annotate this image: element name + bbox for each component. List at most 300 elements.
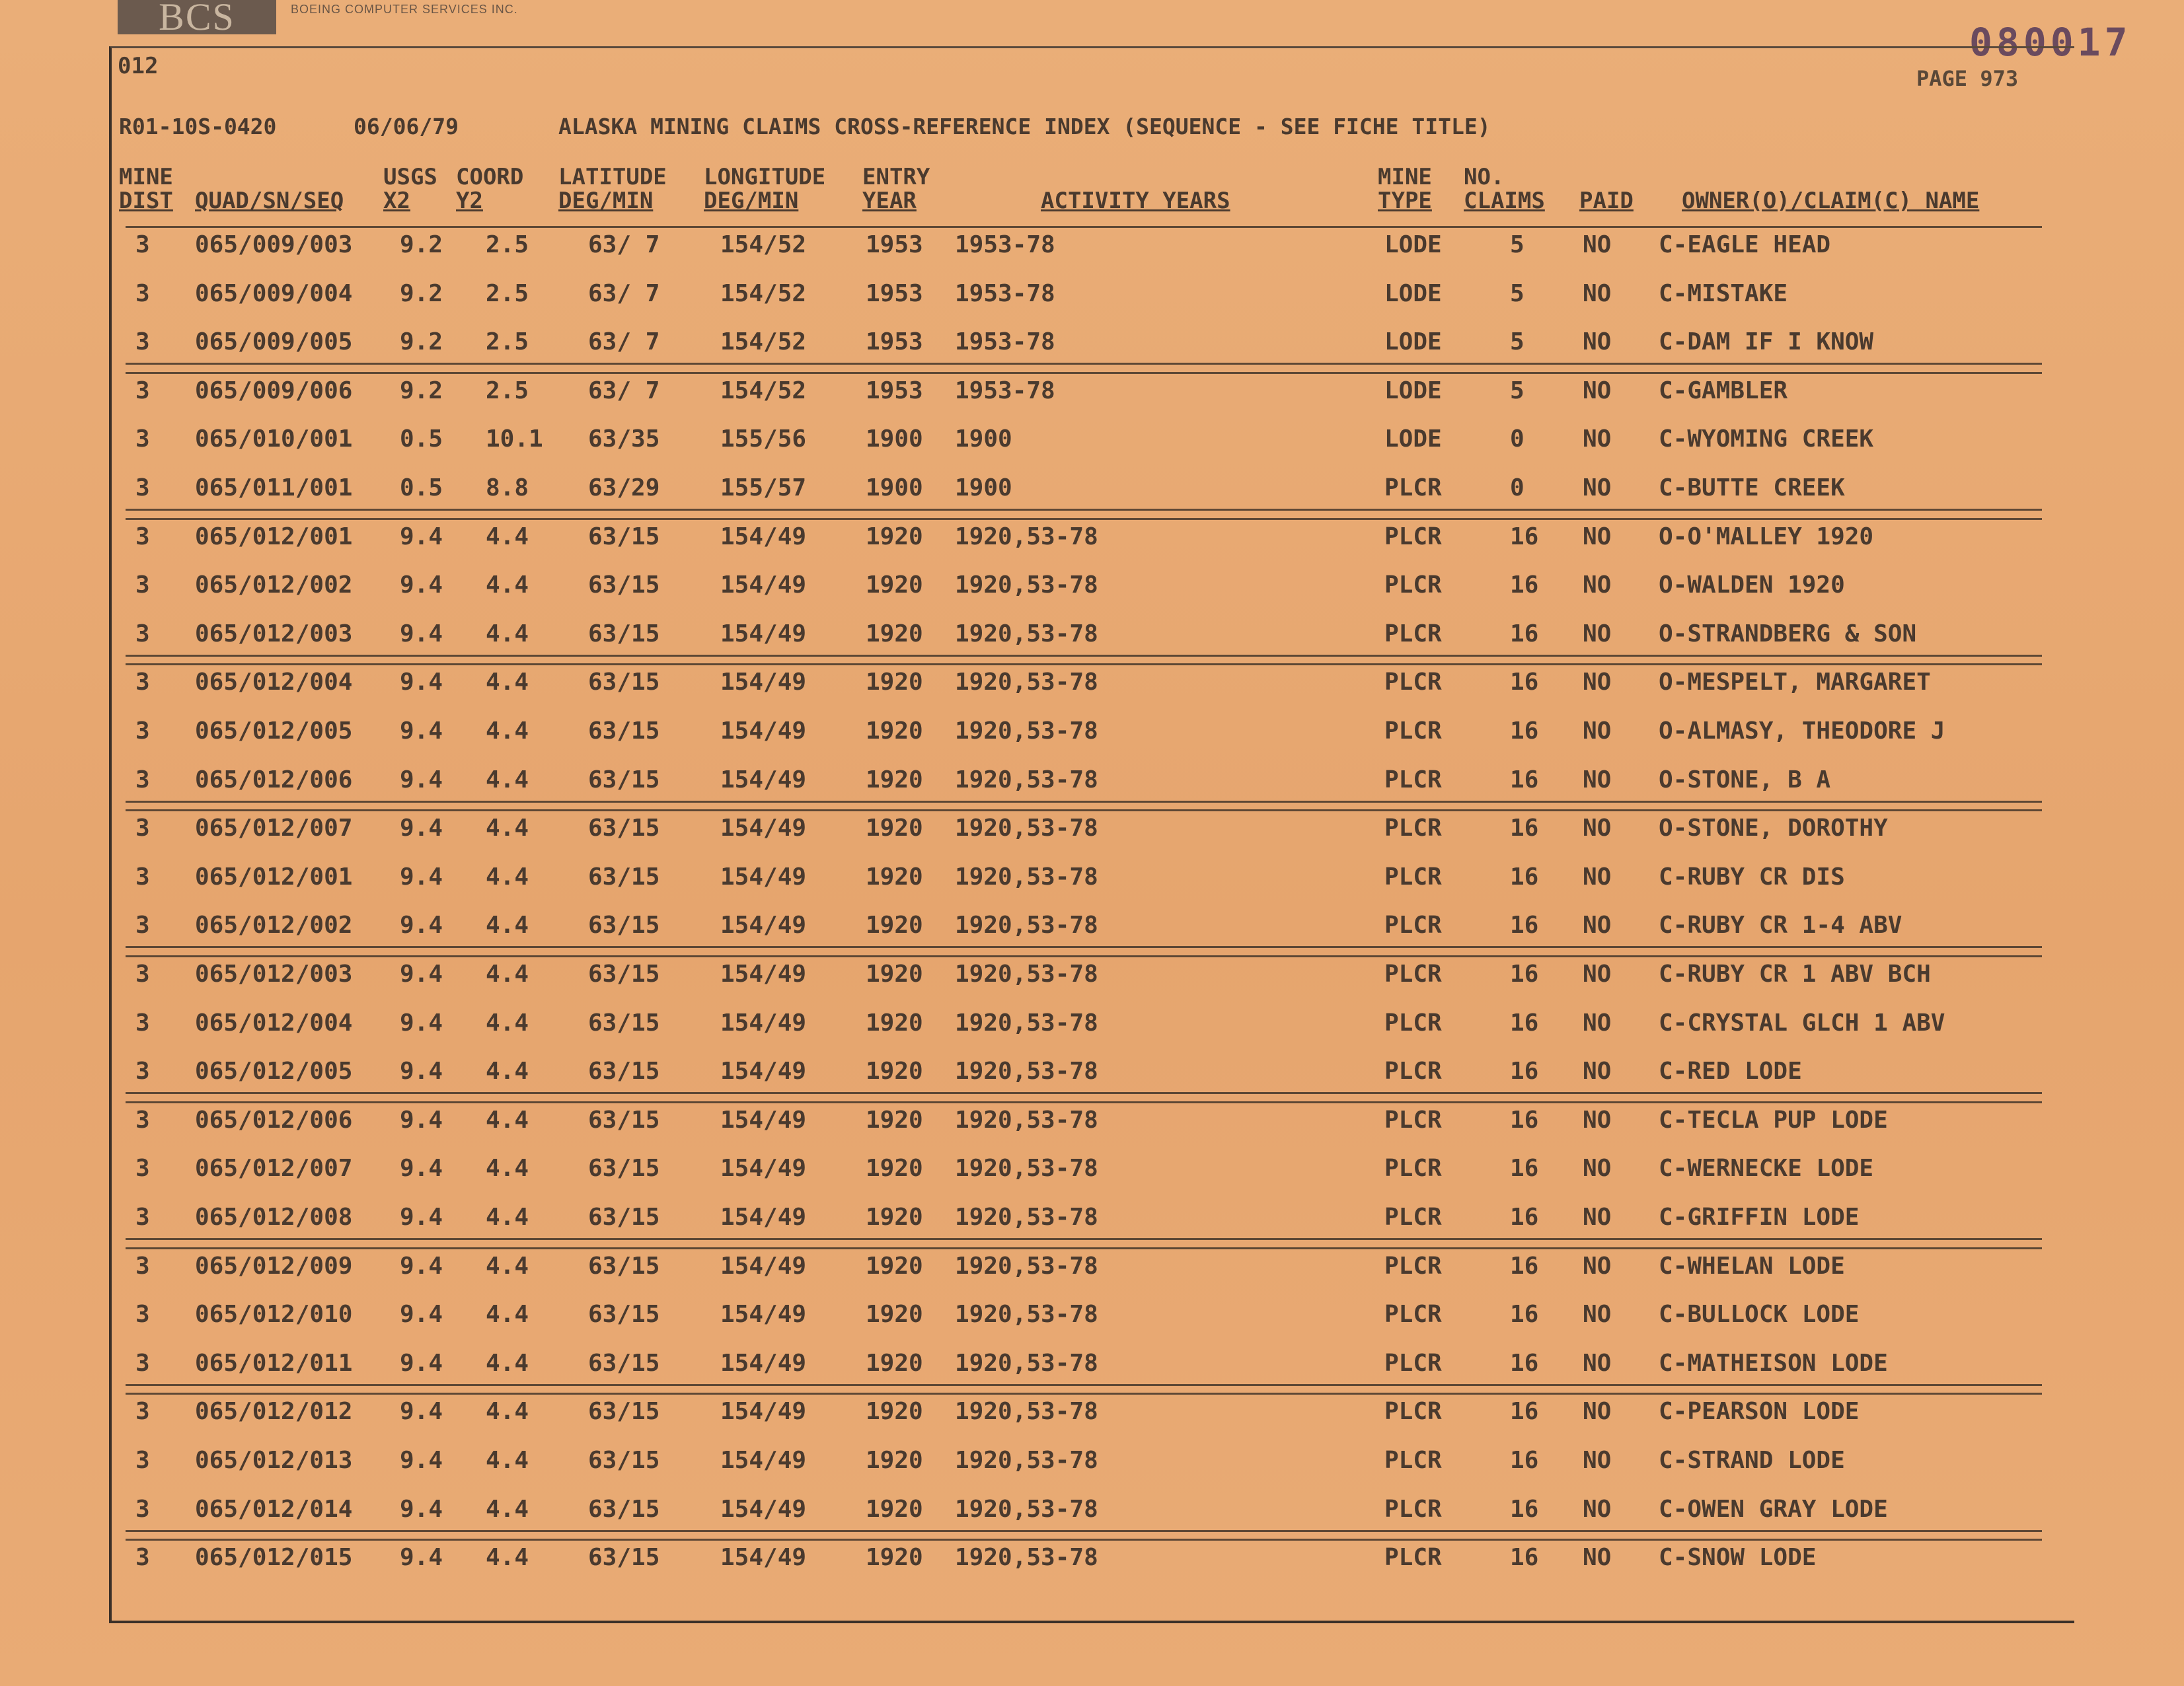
- cell-claims: 16: [1510, 1204, 1539, 1231]
- cell-x: 9.2: [400, 377, 443, 404]
- cell-quad: 065/012/009: [195, 1253, 353, 1280]
- cell-lon: 154/49: [720, 571, 807, 599]
- cell-y: 4.4: [486, 1253, 529, 1280]
- cell-entry: 1920: [866, 815, 923, 842]
- cell-entry: 1920: [866, 1107, 923, 1134]
- cell-quad: 065/009/006: [195, 377, 353, 404]
- report-title-line: [119, 114, 1639, 143]
- cell-type: PLCR: [1384, 766, 1442, 793]
- cell-claims: 5: [1510, 231, 1525, 258]
- cell-paid: NO: [1583, 961, 1612, 988]
- cell-name: C-MATHEISON LODE: [1659, 1350, 1888, 1377]
- cell-activity: 1920,53-78: [955, 1009, 1098, 1037]
- header-mine_dist-1: MINE: [119, 164, 173, 190]
- cell-lon: 154/49: [720, 1398, 807, 1425]
- table-row: [0, 1350, 2184, 1389]
- cell-type: PLCR: [1384, 1107, 1442, 1134]
- cell-activity: 1920,53-78: [955, 766, 1098, 793]
- cell-quad: 065/012/010: [195, 1301, 353, 1328]
- cell-claims: 0: [1510, 425, 1525, 453]
- cell-y: 4.4: [486, 1107, 529, 1134]
- cell-name: O-STONE, B A: [1659, 766, 1831, 793]
- cell-lon: 154/52: [720, 231, 807, 258]
- cell-quad: 065/012/003: [195, 961, 353, 988]
- cell-entry: 1953: [866, 328, 923, 355]
- header-usgs_y-1: COORD: [456, 164, 524, 190]
- cell-dist: 3: [135, 1301, 150, 1328]
- table-row: [0, 1155, 2184, 1194]
- cell-y: 2.5: [486, 280, 529, 307]
- cell-type: PLCR: [1384, 1496, 1442, 1523]
- cell-type: PLCR: [1384, 1350, 1442, 1377]
- cell-name: C-SNOW LODE: [1659, 1544, 1817, 1571]
- cell-x: 9.4: [400, 1544, 443, 1571]
- cell-paid: NO: [1583, 474, 1612, 501]
- cell-activity: 1920,53-78: [955, 1301, 1098, 1328]
- cell-entry: 1920: [866, 1155, 923, 1182]
- cell-entry: 1953: [866, 231, 923, 258]
- cell-paid: NO: [1583, 1447, 1612, 1474]
- cell-name: C-RUBY CR 1 ABV BCH: [1659, 961, 1931, 988]
- cell-y: 2.5: [486, 377, 529, 404]
- cell-claims: 16: [1510, 1398, 1539, 1425]
- cell-dist: 3: [135, 1544, 150, 1571]
- cell-x: 9.4: [400, 1447, 443, 1474]
- cell-activity: 1953-78: [955, 328, 1055, 355]
- row-separator: [126, 1092, 2042, 1094]
- cell-lat: 63/15: [588, 1496, 660, 1523]
- cell-activity: 1920,53-78: [955, 863, 1098, 891]
- cell-paid: NO: [1583, 1107, 1612, 1134]
- cell-entry: 1953: [866, 280, 923, 307]
- cell-x: 0.5: [400, 474, 443, 501]
- cell-activity: 1920,53-78: [955, 1155, 1098, 1182]
- cell-paid: NO: [1583, 863, 1612, 891]
- cell-quad: 065/012/008: [195, 1204, 353, 1231]
- cell-quad: 065/012/011: [195, 1350, 353, 1377]
- cell-name: C-DAM IF I KNOW: [1659, 328, 1874, 355]
- cell-entry: 1920: [866, 1447, 923, 1474]
- cell-quad: 065/012/015: [195, 1544, 353, 1571]
- cell-type: PLCR: [1384, 815, 1442, 842]
- cell-activity: 1953-78: [955, 280, 1055, 307]
- cell-name: O-WALDEN 1920: [1659, 571, 1845, 599]
- row-separator: [126, 655, 2042, 657]
- header-usgs_x-1: USGS: [383, 164, 437, 190]
- cell-x: 9.4: [400, 1155, 443, 1182]
- cell-activity: 1920,53-78: [955, 1204, 1098, 1231]
- cell-entry: 1920: [866, 1009, 923, 1037]
- cell-name: O-STONE, DOROTHY: [1659, 815, 1888, 842]
- cell-paid: NO: [1583, 377, 1612, 404]
- cell-lat: 63/15: [588, 1398, 660, 1425]
- cell-type: PLCR: [1384, 863, 1442, 891]
- cell-activity: 1900: [955, 425, 1012, 453]
- cell-dist: 3: [135, 1107, 150, 1134]
- cell-lat: 63/15: [588, 1301, 660, 1328]
- table-row: [0, 766, 2184, 806]
- cell-quad: 065/009/005: [195, 328, 353, 355]
- table-row: [0, 425, 2184, 465]
- cell-paid: NO: [1583, 571, 1612, 599]
- cell-x: 9.4: [400, 1398, 443, 1425]
- cell-claims: 16: [1510, 1301, 1539, 1328]
- cell-paid: NO: [1583, 1398, 1612, 1425]
- cell-type: PLCR: [1384, 620, 1442, 647]
- cell-lon: 154/49: [720, 1253, 807, 1280]
- cell-quad: 065/012/007: [195, 1155, 353, 1182]
- cell-claims: 5: [1510, 280, 1525, 307]
- cell-lon: 154/49: [720, 766, 807, 793]
- cell-type: PLCR: [1384, 523, 1442, 550]
- cell-lon: 154/49: [720, 1107, 807, 1134]
- cell-paid: NO: [1583, 912, 1612, 939]
- cell-activity: 1920,53-78: [955, 571, 1098, 599]
- cell-y: 4.4: [486, 1447, 529, 1474]
- cell-activity: 1920,53-78: [955, 1058, 1098, 1085]
- cell-quad: 065/012/006: [195, 766, 353, 793]
- cell-x: 9.2: [400, 328, 443, 355]
- cell-lon: 154/49: [720, 1496, 807, 1523]
- cell-paid: NO: [1583, 280, 1612, 307]
- cell-type: LODE: [1384, 377, 1442, 404]
- row-separator: [126, 1530, 2042, 1532]
- cell-lon: 154/49: [720, 1301, 807, 1328]
- cell-entry: 1920: [866, 1204, 923, 1231]
- cell-dist: 3: [135, 863, 150, 891]
- cell-name: C-EAGLE HEAD: [1659, 231, 1831, 258]
- cell-x: 9.4: [400, 1204, 443, 1231]
- cell-name: O-STRANDBERG & SON: [1659, 620, 1917, 647]
- cell-name: C-CRYSTAL GLCH 1 ABV: [1659, 1009, 1945, 1037]
- row-separator: [126, 946, 2042, 948]
- cell-lon: 155/56: [720, 425, 807, 453]
- row-separator: [126, 809, 2042, 811]
- cell-y: 4.4: [486, 1398, 529, 1425]
- cell-x: 9.2: [400, 280, 443, 307]
- cell-type: PLCR: [1384, 961, 1442, 988]
- cell-dist: 3: [135, 1496, 150, 1523]
- report-title: ALASKA MINING CLAIMS CROSS-REFERENCE INDEX (SEQUENCE - SEE FICHE TITLE): [558, 114, 1491, 139]
- cell-claims: 16: [1510, 717, 1539, 745]
- cell-activity: 1920,53-78: [955, 1398, 1098, 1425]
- cell-entry: 1920: [866, 766, 923, 793]
- cell-paid: NO: [1583, 1155, 1612, 1182]
- cell-x: 9.4: [400, 1009, 443, 1037]
- table-row: [0, 523, 2184, 563]
- header-entry-1: ENTRY: [862, 164, 930, 190]
- cell-paid: NO: [1583, 1544, 1612, 1571]
- cell-name: C-RUBY CR 1-4 ABV: [1659, 912, 1902, 939]
- cell-lat: 63/ 7: [588, 377, 660, 404]
- table-row: [0, 1107, 2184, 1146]
- cell-lat: 63/15: [588, 523, 660, 550]
- cell-entry: 1953: [866, 377, 923, 404]
- cell-lon: 154/52: [720, 328, 807, 355]
- cell-x: 9.4: [400, 1496, 443, 1523]
- cell-activity: 1920,53-78: [955, 620, 1098, 647]
- cell-paid: NO: [1583, 766, 1612, 793]
- row-separator: [126, 801, 2042, 803]
- cell-entry: 1920: [866, 1398, 923, 1425]
- header-claims-1: NO.: [1464, 164, 1505, 190]
- cell-name: C-STRAND LODE: [1659, 1447, 1845, 1474]
- cell-activity: 1920,53-78: [955, 1496, 1098, 1523]
- cell-lon: 154/49: [720, 717, 807, 745]
- cell-paid: NO: [1583, 328, 1612, 355]
- cell-name: C-WERNECKE LODE: [1659, 1155, 1874, 1182]
- row-separator: [126, 1384, 2042, 1386]
- header-quad-2: QUAD/SN/SEQ: [195, 188, 344, 214]
- cell-x: 9.4: [400, 1107, 443, 1134]
- cell-name: C-WYOMING CREEK: [1659, 425, 1874, 453]
- row-separator: [126, 1247, 2042, 1249]
- row-separator: [126, 1539, 2042, 1541]
- cell-dist: 3: [135, 328, 150, 355]
- cell-dist: 3: [135, 1155, 150, 1182]
- header-usgs_y-2: Y2: [456, 188, 483, 214]
- cell-lat: 63/15: [588, 1447, 660, 1474]
- cell-activity: 1920,53-78: [955, 1350, 1098, 1377]
- cell-lat: 63/29: [588, 474, 660, 501]
- cell-claims: 16: [1510, 1253, 1539, 1280]
- cell-y: 4.4: [486, 863, 529, 891]
- cell-lat: 63/15: [588, 1009, 660, 1037]
- cell-type: PLCR: [1384, 912, 1442, 939]
- cell-type: PLCR: [1384, 1301, 1442, 1328]
- cell-activity: 1920,53-78: [955, 1107, 1098, 1134]
- cell-lat: 63/35: [588, 425, 660, 453]
- cell-x: 9.4: [400, 815, 443, 842]
- cell-paid: NO: [1583, 1253, 1612, 1280]
- cell-lat: 63/15: [588, 1350, 660, 1377]
- cell-type: PLCR: [1384, 1253, 1442, 1280]
- table-row: [0, 1253, 2184, 1292]
- cell-dist: 3: [135, 231, 150, 258]
- header-latitude-2: DEG/MIN: [558, 188, 654, 214]
- cell-y: 4.4: [486, 1009, 529, 1037]
- cell-entry: 1920: [866, 620, 923, 647]
- cell-x: 9.4: [400, 912, 443, 939]
- cell-y: 4.4: [486, 961, 529, 988]
- cell-activity: 1920,53-78: [955, 1447, 1098, 1474]
- table-row: [0, 1447, 2184, 1486]
- cell-x: 9.4: [400, 1058, 443, 1085]
- row-separator: [126, 372, 2042, 374]
- cell-quad: 065/012/001: [195, 523, 353, 550]
- cell-type: PLCR: [1384, 571, 1442, 599]
- cell-activity: 1953-78: [955, 231, 1055, 258]
- cell-lon: 154/49: [720, 1447, 807, 1474]
- cell-dist: 3: [135, 620, 150, 647]
- cell-lat: 63/15: [588, 912, 660, 939]
- row-separator: [126, 1238, 2042, 1240]
- cell-y: 4.4: [486, 571, 529, 599]
- cell-dist: 3: [135, 1398, 150, 1425]
- row-separator: [126, 1101, 2042, 1103]
- header-latitude-1: LATITUDE: [558, 164, 667, 190]
- table-row: [0, 328, 2184, 368]
- cell-entry: 1920: [866, 961, 923, 988]
- cell-entry: 1920: [866, 571, 923, 599]
- cell-claims: 16: [1510, 669, 1539, 696]
- cell-type: PLCR: [1384, 669, 1442, 696]
- cell-type: LODE: [1384, 280, 1442, 307]
- cell-lat: 63/15: [588, 766, 660, 793]
- cell-x: 0.5: [400, 425, 443, 453]
- cell-dist: 3: [135, 571, 150, 599]
- cell-name: C-WHELAN LODE: [1659, 1253, 1845, 1280]
- header-entry-2: YEAR: [862, 188, 917, 214]
- cell-quad: 065/012/003: [195, 620, 353, 647]
- cell-quad: 065/012/005: [195, 1058, 353, 1085]
- header-owner-2: OWNER(O)/CLAIM(C) NAME: [1682, 188, 1980, 214]
- cell-quad: 065/012/013: [195, 1447, 353, 1474]
- row-separator: [126, 518, 2042, 520]
- cell-quad: 065/012/012: [195, 1398, 353, 1425]
- cell-lat: 63/15: [588, 961, 660, 988]
- cell-x: 9.4: [400, 961, 443, 988]
- cell-lon: 154/49: [720, 523, 807, 550]
- cell-dist: 3: [135, 669, 150, 696]
- cell-activity: 1920,53-78: [955, 523, 1098, 550]
- cell-claims: 16: [1510, 1155, 1539, 1182]
- cell-name: C-RED LODE: [1659, 1058, 1802, 1085]
- cell-x: 9.4: [400, 523, 443, 550]
- cell-name: C-TECLA PUP LODE: [1659, 1107, 1888, 1134]
- cell-lon: 154/52: [720, 280, 807, 307]
- report-id: R01-10S-0420: [119, 114, 277, 139]
- cell-activity: 1920,53-78: [955, 669, 1098, 696]
- table-row: [0, 863, 2184, 903]
- cell-paid: NO: [1583, 1496, 1612, 1523]
- cell-claims: 16: [1510, 1350, 1539, 1377]
- cell-paid: NO: [1583, 231, 1612, 258]
- cell-lat: 63/ 7: [588, 280, 660, 307]
- cell-claims: 16: [1510, 1058, 1539, 1085]
- cell-quad: 065/012/002: [195, 912, 353, 939]
- cell-x: 9.4: [400, 863, 443, 891]
- header-usgs_x-2: X2: [383, 188, 410, 214]
- cell-dist: 3: [135, 815, 150, 842]
- cell-y: 4.4: [486, 669, 529, 696]
- cell-type: PLCR: [1384, 1058, 1442, 1085]
- frame-id: 012: [118, 53, 159, 79]
- cell-lat: 63/15: [588, 669, 660, 696]
- table-row: [0, 669, 2184, 708]
- cell-y: 8.8: [486, 474, 529, 501]
- header-activity-2: ACTIVITY YEARS: [1041, 188, 1230, 214]
- cell-activity: 1920,53-78: [955, 1253, 1098, 1280]
- table-row: [0, 620, 2184, 660]
- cell-x: 9.4: [400, 571, 443, 599]
- cell-claims: 5: [1510, 377, 1525, 404]
- cell-lat: 63/ 7: [588, 328, 660, 355]
- cell-entry: 1920: [866, 863, 923, 891]
- table-row: [0, 280, 2184, 320]
- cell-name: C-MISTAKE: [1659, 280, 1788, 307]
- cell-quad: 065/009/003: [195, 231, 353, 258]
- cell-y: 4.4: [486, 1155, 529, 1182]
- cell-lat: 63/15: [588, 1253, 660, 1280]
- cell-paid: NO: [1583, 1350, 1612, 1377]
- row-separator: [126, 509, 2042, 511]
- cell-lat: 63/15: [588, 863, 660, 891]
- header-mine_dist-2: DIST: [119, 188, 173, 214]
- cell-paid: NO: [1583, 620, 1612, 647]
- cell-type: LODE: [1384, 328, 1442, 355]
- cell-activity: 1920,53-78: [955, 961, 1098, 988]
- cell-x: 9.4: [400, 717, 443, 745]
- cell-lon: 154/49: [720, 1544, 807, 1571]
- cell-name: C-RUBY CR DIS: [1659, 863, 1845, 891]
- cell-x: 9.4: [400, 766, 443, 793]
- cell-claims: 0: [1510, 474, 1525, 501]
- cell-entry: 1920: [866, 1350, 923, 1377]
- cell-dist: 3: [135, 961, 150, 988]
- cell-x: 9.4: [400, 1350, 443, 1377]
- cell-claims: 16: [1510, 912, 1539, 939]
- cell-quad: 065/012/001: [195, 863, 353, 891]
- cell-quad: 065/012/004: [195, 669, 353, 696]
- cell-dist: 3: [135, 1009, 150, 1037]
- page-number: PAGE 973: [1916, 66, 2019, 91]
- cell-lat: 63/15: [588, 815, 660, 842]
- table-row: [0, 1058, 2184, 1097]
- cell-lat: 63/15: [588, 717, 660, 745]
- header-longitude-2: DEG/MIN: [704, 188, 799, 214]
- cell-x: 9.4: [400, 620, 443, 647]
- cell-dist: 3: [135, 425, 150, 453]
- cell-lat: 63/ 7: [588, 231, 660, 258]
- cell-quad: 065/009/004: [195, 280, 353, 307]
- cell-lat: 63/15: [588, 571, 660, 599]
- table-row: [0, 1301, 2184, 1340]
- cell-name: C-OWEN GRAY LODE: [1659, 1496, 1888, 1523]
- cell-claims: 16: [1510, 1544, 1539, 1571]
- cell-entry: 1920: [866, 523, 923, 550]
- table-row: [0, 815, 2184, 854]
- cell-dist: 3: [135, 377, 150, 404]
- cell-lon: 154/49: [720, 863, 807, 891]
- cell-name: C-GAMBLER: [1659, 377, 1788, 404]
- cell-activity: 1920,53-78: [955, 815, 1098, 842]
- cell-entry: 1900: [866, 425, 923, 453]
- cell-x: 9.4: [400, 669, 443, 696]
- cell-claims: 16: [1510, 1009, 1539, 1037]
- header-claims-2: CLAIMS: [1464, 188, 1545, 214]
- cell-quad: 065/012/005: [195, 717, 353, 745]
- cell-y: 10.1: [486, 425, 543, 453]
- cell-lon: 154/49: [720, 669, 807, 696]
- cell-lat: 63/15: [588, 1155, 660, 1182]
- cell-lon: 154/49: [720, 1204, 807, 1231]
- cell-claims: 16: [1510, 523, 1539, 550]
- cell-lon: 154/49: [720, 1009, 807, 1037]
- cell-paid: NO: [1583, 815, 1612, 842]
- cell-name: C-PEARSON LODE: [1659, 1398, 1860, 1425]
- cell-lon: 154/49: [720, 912, 807, 939]
- table-row: [0, 571, 2184, 611]
- report-date: 06/06/79: [354, 114, 459, 139]
- cell-type: PLCR: [1384, 1544, 1442, 1571]
- cell-y: 4.4: [486, 1350, 529, 1377]
- cell-entry: 1920: [866, 1058, 923, 1085]
- cell-name: O-ALMASY, THEODORE J: [1659, 717, 1945, 745]
- cell-lon: 154/52: [720, 377, 807, 404]
- table-row: [0, 961, 2184, 1000]
- fiche-number: 080017: [1969, 20, 2132, 65]
